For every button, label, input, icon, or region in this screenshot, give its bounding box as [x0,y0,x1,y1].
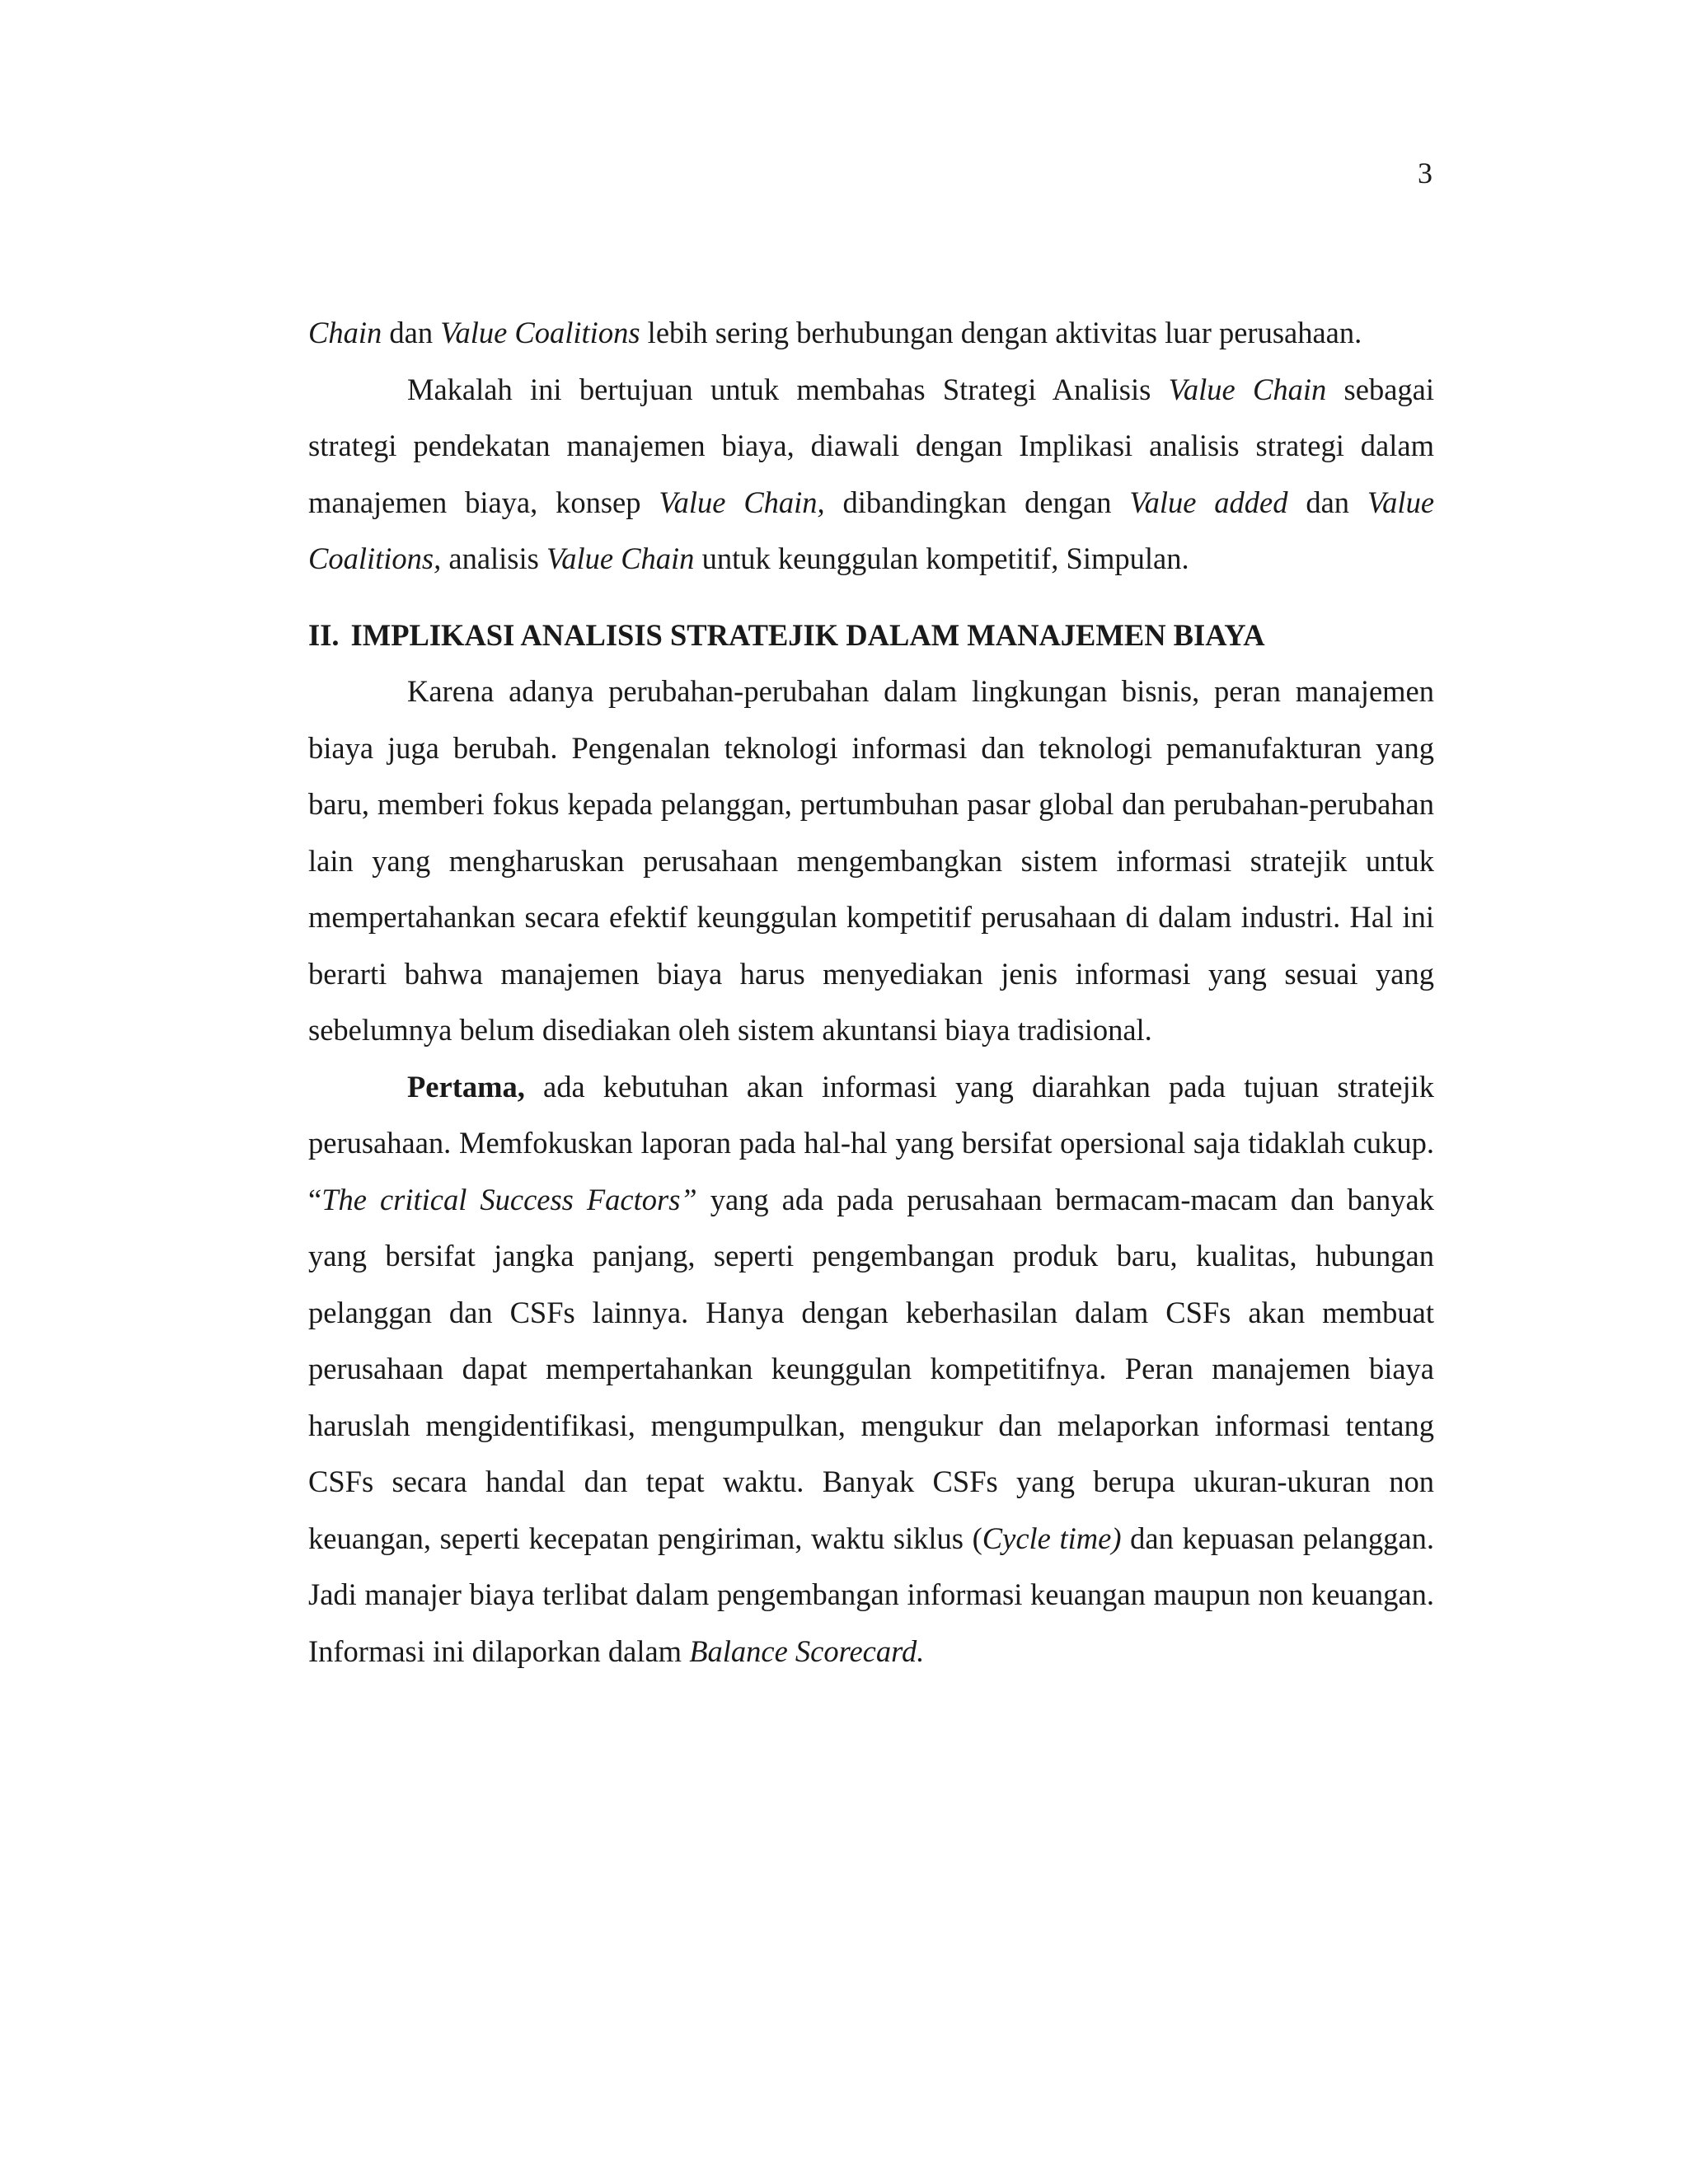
paragraph-continuation [308,305,1434,362]
text-span: yang ada pada perusahaan bermacam-macam dan banyak yang bersifat jangka panjang, seperti pengembangan produk baru, kualitas, hubungan pelanggan dan CSFs lainnya. Hanya dengan keberhasilan dalam CSFs akan membuat perusahaan dapat mempertahankan keunggulan kompetitifnya. Peran manajemen biaya haruslah mengidentifikasi, mengumpulkan, mengukur dan melaporkan informasi tentang CSFs secara handal dan tepat waktu. Banyak CSFs yang berupa ukuran-ukuran non keuangan, seperti kecepatan pengiriman, waktu siklus ( [308,1182,1434,1555]
italic-term: Value added [1129,485,1288,519]
italic-term: The critical Success Factors” [321,1182,697,1216]
italic-term: Value Chain [546,541,695,575]
section-number: II. [308,617,340,652]
italic-term: Value Coalitions [440,316,640,349]
text-span: dan [382,316,441,349]
italic-term: Balance Scorecard. [689,1633,925,1668]
italic-term: Chain [308,316,382,349]
text-span: Makalah ini bertujuan untuk membahas Strategi Analisis [407,372,1169,406]
body-text [308,305,1434,1680]
text-span: dan kepuasan pelanggan. Jadi manajer biaya terlibat dalam pengembangan informasi keuangan maupun non keuangan. Informasi ini dilaporkan dalam [308,1521,1435,1668]
text-span: ada kebutuhan akan informasi yang diarahkan pada tujuan stratejik perusahaan. Memfokuskan laporan pada hal-hal yang bersifat opersional saja tidaklah cukup. “ [308,1069,1434,1216]
italic-term: Value Coalitions, [308,485,1435,575]
text-span: untuk keunggulan kompetitif, Simpulan. [694,541,1189,575]
page-number: 3 [1418,157,1432,190]
text-span: sebagai strategi pendekatan manajemen biaya, diawali dengan Implikasi analisis strategi dalam manajemen biaya, konsep [308,372,1435,519]
paragraph-purpose [308,362,1434,588]
section-title: IMPLIKASI ANALISIS STRATEJIK DALAM MANAJEMEN BIAYA [350,617,1265,652]
text-span: analisis [441,541,546,575]
text-span: dibandingkan dengan [824,485,1130,519]
bold-lead: Pertama, [407,1069,525,1104]
section-heading [308,607,1434,664]
italic-term: Value Chain, [659,485,825,519]
text-span: dan [1287,485,1367,519]
italic-term: Value Chain [1168,372,1327,406]
text-span: lebih sering berhubungan dengan aktivitas luar perusahaan. [640,316,1362,349]
italic-term: Cycle time) [982,1521,1122,1555]
paragraph-first-point [308,1059,1434,1680]
paragraph-context: Karena adanya perubahan-perubahan dalam lingkungan bisnis, peran manajemen biaya juga berubah. Pengenalan teknologi informasi dan teknologi pemanufakturan yang baru, memberi fokus kepada pelanggan, pertumbuhan pasar global dan perubahan-perubahan lain yang mengharuskan perusahaan mengembangkan sistem informasi stratejik untuk mempertahankan secara efektif keunggulan kompetitif perusahaan di dalam industri. Hal ini berarti bahwa manajemen biaya harus menyediakan jenis informasi yang sesuai yang sebelumnya belum disediakan oleh sistem akuntansi biaya tradisional. [308,674,1434,1047]
